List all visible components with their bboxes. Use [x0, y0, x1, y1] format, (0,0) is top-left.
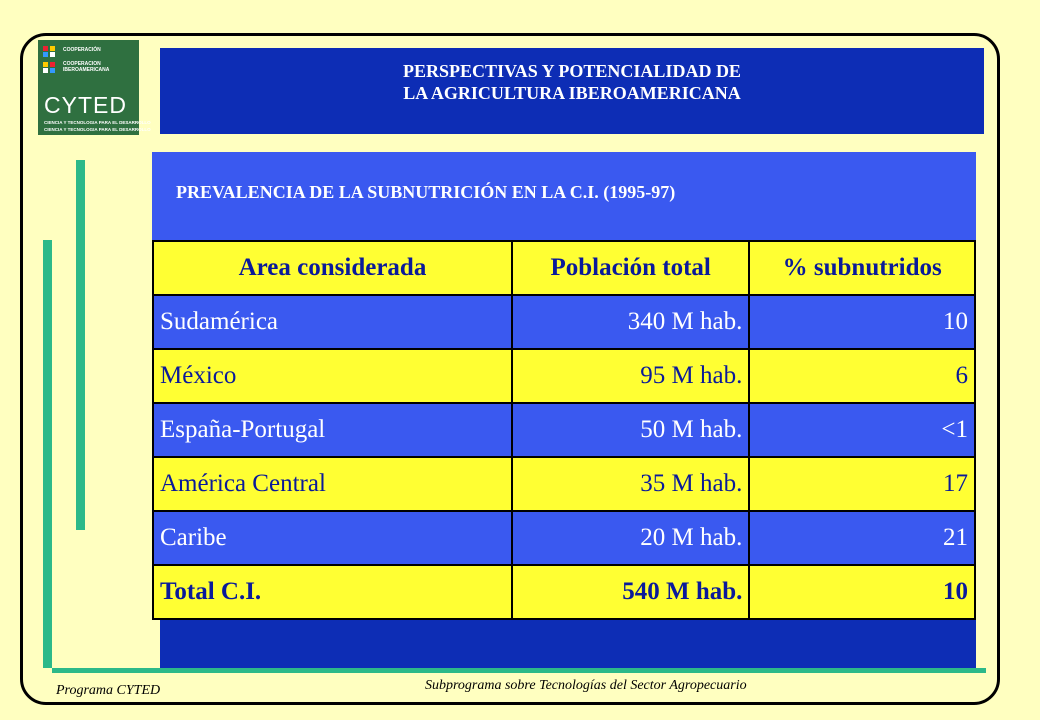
- header-line1: PERSPECTIVAS Y POTENCIALIDAD DE: [403, 61, 741, 81]
- accent-bar-left: [43, 240, 52, 668]
- logo-tag2: CIENCIA Y TECNOLOGIA PARA EL DESARROLLO: [44, 127, 151, 132]
- row-percent: 6: [749, 349, 975, 403]
- logo-line1: COOPERACIÓN: [63, 47, 101, 53]
- column-header: Area considerada: [153, 241, 512, 295]
- row-population: 20 M hab.: [512, 511, 749, 565]
- row-area: Total C.I.: [153, 565, 512, 619]
- subnutrition-table: [152, 240, 976, 620]
- column-header: % subnutridos: [749, 241, 975, 295]
- table-row: [153, 349, 975, 403]
- row-percent: 10: [749, 295, 975, 349]
- cyted-logo: [38, 40, 151, 135]
- row-percent: <1: [749, 403, 975, 457]
- row-area: España-Portugal: [153, 403, 512, 457]
- table-row: [153, 403, 975, 457]
- table-row: [153, 457, 975, 511]
- row-area: Caribe: [153, 511, 512, 565]
- table-header-row: [153, 241, 975, 295]
- row-area: México: [153, 349, 512, 403]
- row-population: 95 M hab.: [512, 349, 749, 403]
- row-area: Sudamérica: [153, 295, 512, 349]
- row-percent: 21: [749, 511, 975, 565]
- row-population: 340 M hab.: [512, 295, 749, 349]
- row-percent: 17: [749, 457, 975, 511]
- column-header: Población total: [512, 241, 749, 295]
- footer-subprogram: Subprograma sobre Tecnologías del Sector Agropecuario: [425, 678, 747, 693]
- table-total-row: [153, 565, 975, 619]
- table-panel: [152, 152, 976, 662]
- accent-bar-right: [76, 160, 85, 530]
- table-row: [153, 295, 975, 349]
- row-population: 35 M hab.: [512, 457, 749, 511]
- footer-divider: [52, 668, 986, 673]
- row-population: 50 M hab.: [512, 403, 749, 457]
- row-area: América Central: [153, 457, 512, 511]
- row-percent: 10: [749, 565, 975, 619]
- logo-brand: CYTED: [44, 92, 127, 118]
- logo-tag1: CIENCIA Y TECNOLOGIA PARA EL DESARROLLO: [44, 120, 151, 125]
- slide-header: [160, 48, 984, 134]
- logo-line2: COOPERACION IBEROAMERICANA: [63, 61, 110, 73]
- table-title-bar: [152, 152, 976, 240]
- row-population: 540 M hab.: [512, 565, 749, 619]
- header-line2: LA AGRICULTURA IBEROAMERICANA: [403, 83, 741, 103]
- table-row: [153, 511, 975, 565]
- table-title: PREVALENCIA DE LA SUBNUTRICIÓN EN LA C.I. (1995-97): [176, 182, 676, 202]
- footer-program: Programa CYTED: [56, 683, 161, 698]
